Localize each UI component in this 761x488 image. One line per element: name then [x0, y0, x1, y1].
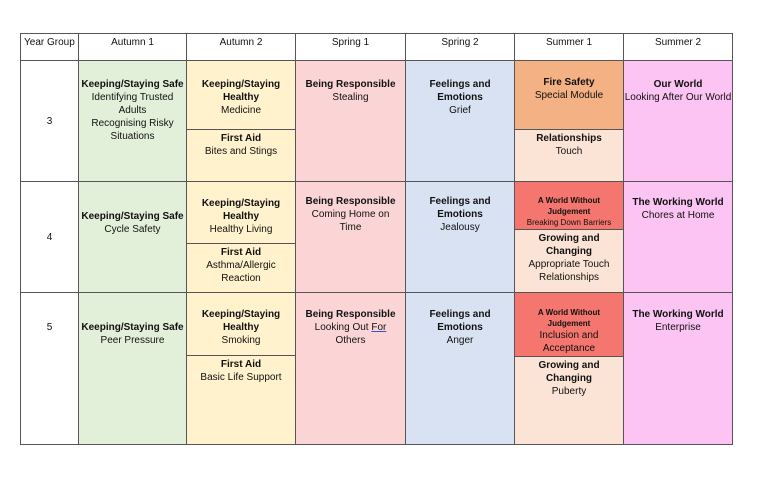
topic-title: Keeping/Staying Healthy — [201, 198, 281, 222]
topic-text: Inclusion and Acceptance — [539, 330, 599, 354]
header-autumn-1 — [79, 34, 187, 61]
topic-text: Coming Home on Time — [311, 209, 390, 233]
topic-text: Breaking Down Barriers — [526, 218, 612, 227]
summer-1-bottom — [515, 229, 623, 292]
year-3-autumn-2 — [187, 61, 296, 182]
topic-text: Asthma/Allergic Reaction — [206, 260, 276, 284]
summer-1-top — [515, 293, 623, 356]
topic-title: Our World — [653, 79, 703, 90]
header-label: Summer 1 — [545, 37, 593, 48]
topic-title: Being Responsible — [305, 196, 396, 207]
year-5-spring-2 — [406, 293, 515, 444]
year-4-spring-1 — [296, 182, 406, 293]
header-year-group — [21, 34, 79, 61]
topic-text: Recognising Risky Situations — [91, 118, 174, 142]
topic-text: Stealing — [332, 92, 369, 103]
topic-text — [296, 321, 405, 334]
topic-title: Relationships — [536, 133, 602, 144]
autumn-2-bottom — [187, 129, 295, 181]
year-number: 5 — [46, 322, 53, 333]
autumn-2-top — [187, 195, 295, 245]
topic-title: First Aid — [220, 359, 262, 370]
year-3-autumn-1 — [79, 61, 187, 182]
curriculum-table — [20, 33, 733, 445]
topic-title: A World Without Judgement — [537, 308, 601, 328]
topic-title: Feelings and Emotions — [429, 309, 491, 333]
header-label: Autumn 1 — [111, 37, 154, 48]
topic-title: The Working World — [632, 309, 724, 320]
topic-title: Keeping/Staying Safe — [81, 211, 184, 222]
year-number: 4 — [46, 231, 53, 243]
topic-title: Feelings and Emotions — [429, 196, 491, 220]
year-5-summer-1 — [515, 293, 624, 444]
year-4-autumn-2 — [187, 182, 296, 293]
topic-text: Medicine — [220, 105, 262, 116]
topic-text: Identifying Trusted Adults — [91, 92, 174, 116]
topic-text: Special Module — [534, 90, 604, 101]
year-5-autumn-1 — [79, 293, 187, 444]
header-summer-2 — [624, 34, 732, 61]
topic-title: Fire Safety — [543, 77, 595, 88]
topic-text: Smoking — [221, 335, 261, 346]
year-4-spring-2 — [406, 182, 515, 293]
autumn-2-bottom — [187, 243, 295, 292]
topic-title: First Aid — [220, 133, 262, 144]
topic-text: Chores at Home — [641, 210, 715, 221]
year-5-label — [21, 293, 79, 444]
header-spring-2 — [406, 34, 515, 61]
topic-text: Looking After Our World — [624, 92, 732, 103]
topic-title: Growing and Changing — [538, 360, 600, 384]
topic-text: Appropriate Touch Relationships — [528, 259, 610, 283]
topic-text: Basic Life Support — [200, 372, 282, 383]
topic-title: Growing and Changing — [538, 233, 600, 257]
topic-text: Enterprise — [655, 322, 701, 333]
year-5-spring-1 — [296, 293, 406, 444]
header-spring-1 — [296, 34, 406, 61]
summer-1-bottom — [515, 129, 623, 181]
header-autumn-2 — [187, 34, 296, 61]
year-4-summer-1 — [515, 182, 624, 293]
topic-title: Feelings and Emotions — [429, 79, 491, 103]
topic-text: Healthy Living — [209, 224, 273, 235]
topic-text: Puberty — [551, 386, 587, 397]
topic-title: Keeping/Staying Safe — [81, 79, 184, 90]
header-label: Year Group — [24, 37, 75, 48]
topic-title: Being Responsible — [305, 309, 396, 320]
topic-title: First Aid — [220, 247, 262, 258]
autumn-2-top — [187, 76, 295, 131]
summer-1-top — [515, 182, 623, 229]
topic-text: Jealousy — [440, 222, 480, 233]
year-3-label — [21, 61, 79, 182]
header-label: Spring 2 — [441, 37, 479, 48]
topic-text: Cycle Safety — [104, 224, 161, 235]
topic-text: Others — [335, 335, 366, 346]
spellcheck-word: For — [371, 322, 387, 333]
topic-text: Peer Pressure — [100, 335, 165, 346]
year-5-summer-2 — [624, 293, 732, 444]
topic-text: Touch — [555, 146, 583, 157]
year-3-summer-2 — [624, 61, 732, 182]
topic-text: Grief — [449, 105, 471, 116]
autumn-2-top — [187, 306, 295, 356]
summer-1-top — [515, 61, 623, 129]
topic-text: Bites and Stings — [204, 146, 278, 157]
year-5-autumn-2 — [187, 293, 296, 444]
header-summer-1 — [515, 34, 624, 61]
summer-1-bottom — [515, 356, 623, 444]
topic-title: The Working World — [632, 197, 724, 208]
topic-title: Being Responsible — [305, 79, 396, 90]
year-3-spring-1 — [296, 61, 406, 182]
year-number: 3 — [46, 115, 53, 127]
topic-title: Keeping/Staying Healthy — [201, 309, 281, 333]
header-label: Summer 2 — [654, 37, 702, 48]
autumn-2-bottom — [187, 355, 295, 444]
year-4-autumn-1 — [79, 182, 187, 293]
year-3-spring-2 — [406, 61, 515, 182]
year-4-label — [21, 182, 79, 293]
topic-title: A World Without Judgement — [537, 196, 601, 216]
year-3-summer-1 — [515, 61, 624, 182]
topic-text-part: Looking Out — [314, 322, 369, 333]
header-label: Spring 1 — [331, 37, 370, 48]
topic-title: Keeping/Staying Safe — [81, 322, 184, 333]
year-4-summer-2 — [624, 182, 732, 293]
topic-text: Anger — [446, 335, 474, 346]
header-label: Autumn 2 — [219, 37, 263, 48]
topic-title: Keeping/Staying Healthy — [201, 79, 281, 103]
